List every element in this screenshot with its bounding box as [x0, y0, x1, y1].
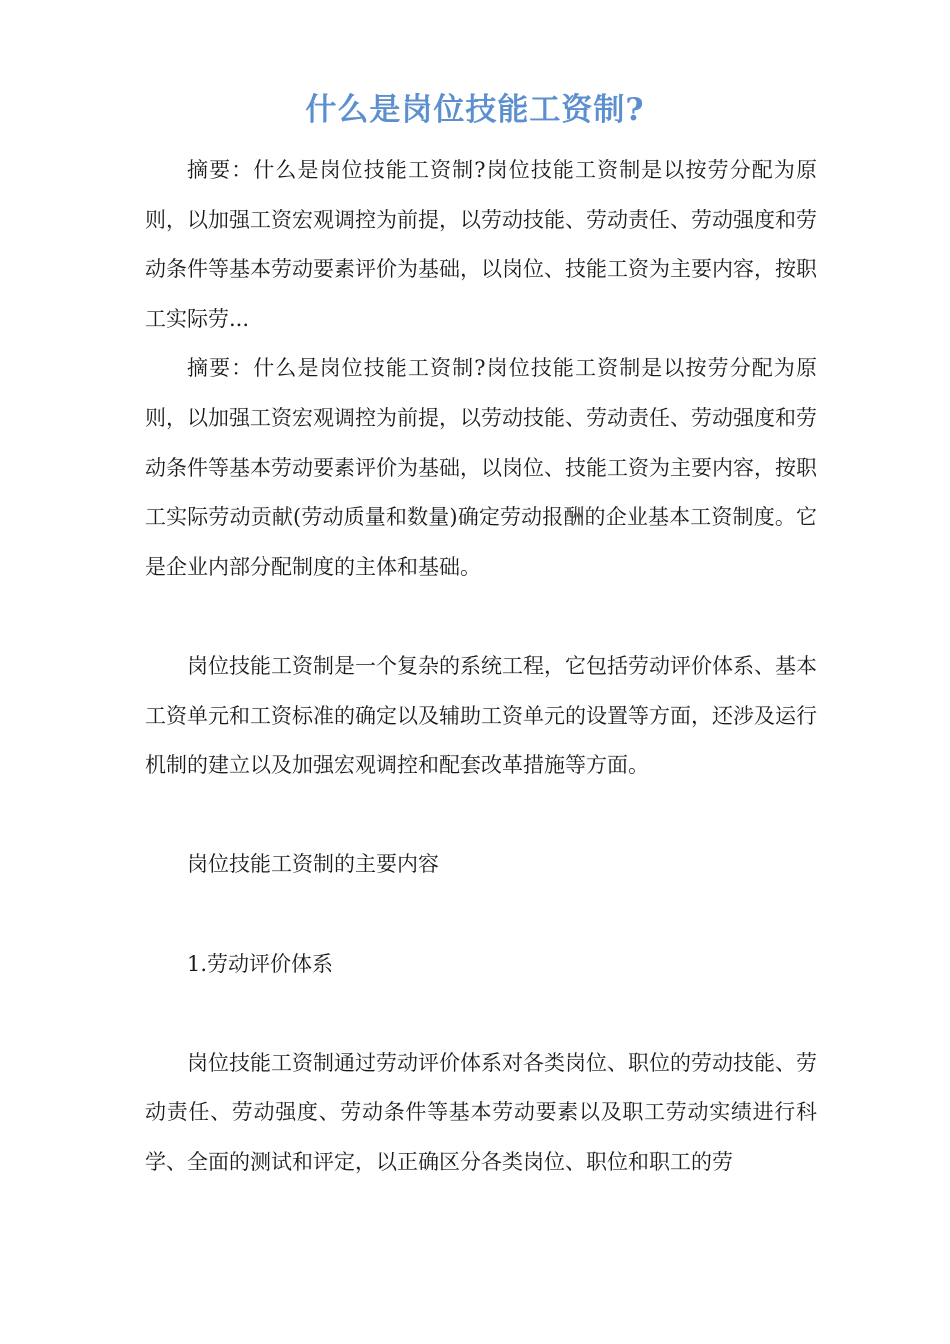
abstract-paragraph-full: 摘要：什么是岗位技能工资制?岗位技能工资制是以按劳分配为原则，以加强工资宏观调控为前提，以劳动技能、劳动责任、劳动强度和劳动条件等基本劳动要素评价为基础，以岗位、技能工资为主要内容，按职工实际劳动贡献(劳动质量和数量)确定劳动报酬的企业基本工资制度。它是企业内部分配制度的主体和基础。: [145, 356, 817, 579]
page-title: 什么是岗位技能工资制?: [305, 92, 645, 128]
document-body: [145, 146, 817, 1187]
section-heading-main-content: 岗位技能工资制的主要内容: [187, 852, 439, 877]
abstract-paragraph-short: 摘要：什么是岗位技能工资制?岗位技能工资制是以按劳分配为原则，以加强工资宏观调控为前提，以劳动技能、劳动责任、劳动强度和劳动条件等基本劳动要素评价为基础，以岗位、技能工资为主要内容，按职工实际劳...: [145, 158, 817, 331]
paragraph-gap: [145, 890, 817, 940]
paragraph-gap: [145, 989, 817, 1039]
paragraph-gap: [145, 791, 817, 841]
subsection-heading-labor-evaluation: 1.劳动评价体系: [187, 951, 334, 976]
paragraph-gap: [145, 592, 817, 642]
system-description-paragraph: 岗位技能工资制是一个复杂的系统工程，它包括劳动评价体系、基本工资单元和工资标准的确定以及辅助工资单元的设置等方面，还涉及运行机制的建立以及加强宏观调控和配套改革措施等方面。: [145, 653, 817, 778]
labor-evaluation-paragraph: 岗位技能工资制通过劳动评价体系对各类岗位、职位的劳动技能、劳动责任、劳动强度、劳动条件等基本劳动要素以及职工劳动实绩进行科学、全面的测试和评定，以正确区分各类岗位、职位和职工的劳: [145, 1050, 817, 1174]
